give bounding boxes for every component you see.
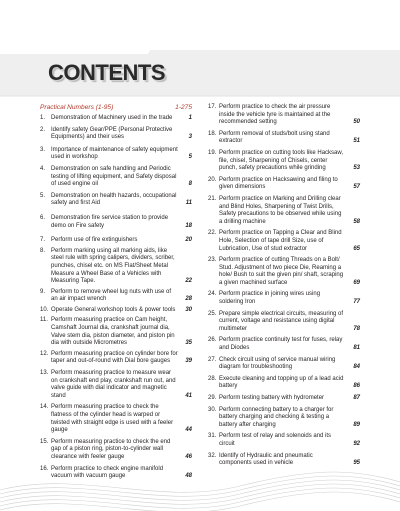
entry-page-number: 95 (353, 460, 360, 467)
section-header (40, 104, 192, 111)
toc-entry[interactable] (40, 439, 192, 462)
toc-entry[interactable] (208, 177, 360, 192)
entry-title: Perform connecting battery to a charger for battery charging and checking & testing a battery after charging (219, 406, 334, 428)
entry-number: 22. (208, 230, 217, 237)
toc-entry[interactable] (208, 453, 360, 468)
entry-number: 20. (208, 176, 217, 183)
entry-page-number: 69 (353, 279, 360, 286)
entry-page-number: 41 (185, 392, 192, 399)
toc-entry[interactable] (208, 196, 360, 226)
entry-number: 28. (208, 375, 217, 382)
entry-number: 2. (40, 126, 46, 133)
entry-number: 8. (40, 247, 46, 254)
entry-number: 4. (40, 165, 46, 172)
entry-title: Identify safety Gear/PPE (Personal Protective Equipments) and their uses (51, 126, 173, 141)
entry-number: 3. (40, 146, 46, 153)
entry-page-number: 89 (353, 421, 360, 428)
toc-entry[interactable] (40, 248, 192, 286)
entry-title: Perform measuring practice to check the end gap of a piston ring, piston-to-cylinder wall clearance with feeler gauge (51, 438, 171, 460)
entry-title: Perform test of relay and solenoids and its circuit (219, 433, 332, 447)
entry-number: 23. (208, 257, 217, 264)
entry-number: 19. (208, 149, 217, 156)
entry-title: Perform measuring practice on cylinder bore for taper and out-of-round with Dial bore gauges (51, 350, 178, 365)
toc-entry[interactable] (40, 166, 192, 189)
entry-title: Perform marking using all marking aids, like steel rule with spring calipers, dividers, scriber, punches, chisel etc. on MS Flat/Sheet Metal Measure a Wheel Base of a Vehicles with Measuring Tape. (51, 247, 175, 285)
toc-entry[interactable] (40, 237, 192, 245)
toc-entry[interactable] (208, 337, 360, 352)
entry-page-number: 46 (185, 453, 192, 460)
entry-number: 13. (40, 370, 49, 377)
entry-page-number: 51 (353, 138, 360, 145)
entry-title: Check circuit using of service manual wiring diagram for troubleshooting (219, 356, 336, 371)
toc-entry[interactable] (208, 150, 360, 173)
entry-number: 5. (40, 192, 46, 199)
entry-page-number: 35 (185, 340, 192, 347)
toc-entry[interactable] (208, 257, 360, 287)
entry-page-number: 65 (353, 245, 360, 252)
entry-number: 15. (40, 438, 49, 445)
entry-number: 31. (208, 433, 217, 440)
toc-entry[interactable] (208, 407, 360, 430)
entry-page-number: 28 (185, 296, 192, 303)
toc-entry[interactable] (40, 466, 192, 481)
entry-title: Perform removal of studs/bolt using stand extractor (219, 130, 330, 145)
entry-title: Demonstration on safe handling and Periodic testing of lifting equipment, and Safety disposal of used engine oil (51, 165, 177, 188)
entry-title: Perform measuring practice on Cam height, Camshaft Journal dia, crankshaft journal dia, Valve stem dia, piston diameter, and piston pin dia with outside Micrometres (51, 317, 175, 347)
entry-page-number: 84 (353, 364, 360, 371)
toc-entry[interactable] (40, 307, 192, 315)
entry-title: Perform measuring practice to measure wear on crankshaft end play, crankshaft run out, and valve guide with dial indicator and magnetic stand (51, 370, 176, 399)
entry-title: Operate General workshop tools & power tools (51, 306, 176, 313)
entry-title: Execute cleaning and topping up of a lead acid battery (219, 375, 344, 390)
entry-page-number: 30 (185, 306, 192, 313)
toc-entry[interactable] (40, 351, 192, 366)
entry-page-number: 77 (353, 299, 360, 306)
toc-entry[interactable] (208, 395, 360, 403)
section-label: Practical Numbers (1-95) (40, 104, 114, 111)
entry-number: 30. (208, 406, 217, 413)
entry-number: 21. (208, 195, 217, 202)
toc-entry[interactable] (40, 370, 192, 400)
contents-right-column (208, 104, 360, 472)
entry-number: 24. (208, 291, 217, 298)
toc-entry[interactable] (208, 433, 360, 448)
entry-page-number: 44 (185, 427, 192, 434)
entry-number: 1. (40, 115, 46, 121)
entry-number: 6. (40, 214, 46, 221)
entry-title: Perform practice on Marking and Drilling clear and Blind Holes, Sharpening of Twist Drills, Safety precautions to be observed while using a drilling machine (219, 195, 342, 225)
toc-entry[interactable] (40, 215, 192, 230)
entry-title: Perform practice on Hacksawing and filing to given dimensions (219, 176, 338, 191)
entry-title: Perform testing battery with hydrometer (219, 395, 325, 401)
entry-page-number: 57 (353, 184, 360, 191)
entry-page-number: 81 (353, 345, 360, 352)
entry-page-number: 78 (353, 325, 360, 332)
entry-title: Perform practice on cutting tools like Hacksaw, file, chisel, Sharpening of Chisels, center punch, safety precautions while grinding (219, 149, 344, 172)
entry-page-number: 58 (353, 218, 360, 225)
entry-page-number: 11 (185, 200, 192, 207)
entry-number: 14. (40, 404, 49, 411)
toc-entry[interactable] (40, 147, 192, 162)
entry-title: Perform practice to check engine manifold vacuum with vacuum gauge (51, 465, 164, 480)
entry-page-number: 8 (188, 181, 192, 188)
entry-title: Perform practice on Tapping a Clear and Blind Hole, Selection of tape drill Size, use of Lubrication, Use of stud extractor (219, 230, 342, 252)
entry-page-number: 20 (185, 237, 192, 244)
entry-title: Perform to remove wheel lug nuts with use of an air impact wrench (51, 288, 172, 303)
contents-left-column (40, 104, 192, 485)
entry-number: 26. (208, 337, 217, 344)
entry-number: 29. (208, 395, 217, 401)
entry-number: 9. (40, 288, 46, 295)
entry-page-number: 1 (188, 115, 192, 121)
entry-number: 16. (40, 465, 49, 472)
entry-number: 25. (208, 310, 217, 317)
toc-entry[interactable] (40, 317, 192, 347)
entry-number: 10. (40, 306, 49, 313)
page-title: CONTENTS (48, 60, 165, 85)
entry-number: 32. (208, 452, 217, 459)
toc-entry[interactable] (40, 127, 192, 142)
entry-page-number: 18 (185, 222, 192, 229)
entry-title: Importance of maintenance of safety equipment used in workshop (51, 146, 178, 161)
entry-page-number: 39 (185, 358, 192, 365)
entry-page-number: 92 (353, 440, 360, 447)
entry-title: Perform practice to check the air pressure inside the vehicle tyre is maintained at the recommended setting (219, 104, 331, 126)
entry-number: 12. (40, 350, 49, 357)
entry-number: 17. (208, 104, 217, 110)
toc-entry[interactable] (208, 131, 360, 146)
entry-title: Identify of Hydraulic and pneumatic components used in vehicle (219, 452, 313, 467)
toc-entry[interactable] (208, 376, 360, 391)
entry-page-number: 3 (188, 134, 192, 141)
toc-entry[interactable] (40, 115, 192, 123)
entry-page-number: 50 (353, 119, 360, 126)
toc-entry[interactable] (208, 291, 360, 306)
section-pages: 1-275 (175, 104, 192, 111)
entry-page-number: 5 (188, 154, 192, 161)
toc-entry[interactable] (208, 311, 360, 334)
entry-page-number: 87 (353, 395, 360, 401)
entry-number: 7. (40, 237, 46, 244)
toc-entry[interactable] (40, 404, 192, 434)
entry-title: Perform practice in joining wires using soldering Iron (219, 291, 321, 306)
entry-page-number: 48 (185, 473, 192, 480)
entry-number: 27. (208, 356, 217, 363)
entry-title: Perform measuring practice to check the flatness of the cylinder head is warped or twisted with straight edge is used with a feeler gauge (51, 404, 174, 434)
entry-number: 18. (208, 130, 217, 137)
toc-entry[interactable] (208, 230, 360, 253)
entry-title: Demonstration on health hazards, occupational safety and first Aid (51, 192, 177, 207)
entry-title: Perform practice continuity test for fuses, relay and Diodes (219, 337, 343, 352)
entry-title: Prepare simple electrical circuits, measuring of current, voltage and resistance using digital multimeter (219, 310, 344, 332)
entry-title: Perform use of fire extinguishers (51, 237, 138, 244)
toc-entry[interactable] (208, 104, 360, 127)
entry-title: Perform practice of cutting Threads on a Bolt/ Stud. Adjustment of two piece Die, Reaming a hole/ Bush to suit the given pin/ shaft, scraping a given machined surface (219, 257, 344, 286)
toc-entry[interactable] (208, 357, 360, 372)
entry-title: Demonstration of Machinery used in the trade (51, 115, 173, 121)
toc-entry[interactable] (40, 289, 192, 304)
entry-page-number: 86 (353, 383, 360, 390)
entry-page-number: 22 (185, 278, 192, 285)
entry-title: Demonstration fire service station to provide demo on Fire safety (51, 214, 169, 229)
entry-number: 11. (40, 317, 48, 324)
entry-page-number: 53 (353, 165, 360, 172)
toc-entry[interactable] (40, 193, 192, 208)
